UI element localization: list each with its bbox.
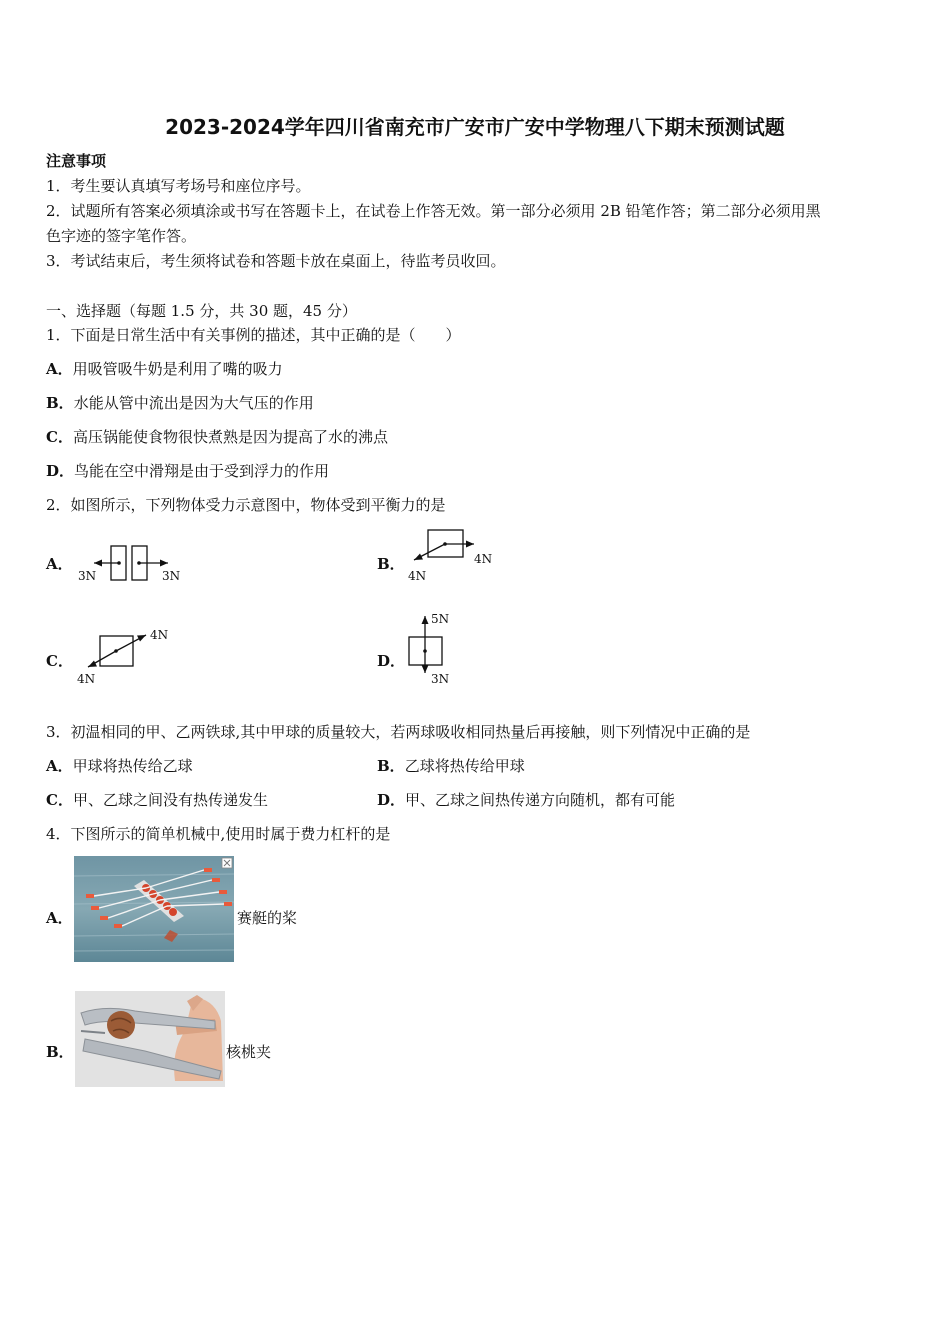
- q2-option-c-diagram: [72, 625, 182, 690]
- q4-option-b-label: B．: [46, 1043, 74, 1061]
- question-3-stem: 3．初温相同的甲、乙两铁球,其中甲球的质量较大，若两球吸收相同热量后再接触，则下列情况中正确的是: [46, 723, 751, 741]
- notice-item: 色字迹的签字笔作答。: [46, 227, 197, 245]
- option-text: 水能从管中流出是因为大气压的作用: [73, 394, 314, 412]
- question-4-stem: 4．下图所示的简单机械中,使用时属于费力杠杆的是: [46, 825, 391, 843]
- q1-option-b: [46, 392, 314, 414]
- option-label: A．: [46, 757, 73, 775]
- q2-option-a-diagram: [72, 538, 192, 588]
- option-label: B．: [377, 757, 405, 775]
- q1-option-c: [46, 426, 388, 448]
- option-label: C．: [46, 791, 73, 809]
- notice-heading: 注意事项: [46, 152, 107, 170]
- q1-option-a: [46, 358, 283, 380]
- option-text: 甲球将热传给乙球: [72, 757, 193, 775]
- page-title: 2023-2024学年四川省南充市广安市广安中学物理八下期末预测试题: [165, 115, 785, 139]
- rowing-boat-image: [74, 856, 234, 962]
- force-label: 3N: [162, 569, 181, 583]
- notice-item: 3．考试结束后，考生须将试卷和答题卡放在桌面上，待监考员收回。: [46, 252, 506, 270]
- notice-item: 2．试题所有答案必须填涂或书写在答题卡上，在试卷上作答无效。第一部分必须用 2B 铅笔作答；第二部分必须用黑: [46, 202, 821, 220]
- question-1-stem: 1．下面是日常生活中有关事例的描述，其中正确的是（ ）: [46, 326, 461, 344]
- force-label: 4N: [474, 552, 493, 566]
- q3-option-d: [377, 789, 675, 811]
- force-label: 3N: [431, 672, 450, 686]
- q4-option-a-label: A．: [46, 909, 73, 927]
- q3-option-b: [377, 755, 525, 777]
- q1-option-d: [46, 460, 329, 482]
- option-label: D．: [377, 791, 406, 809]
- option-label: B．: [46, 394, 74, 412]
- q2-option-a-label: A．: [46, 555, 73, 573]
- option-label: D．: [46, 462, 75, 480]
- q4-option-b-text: 核桃夹: [226, 1043, 272, 1061]
- question-2-stem: 2．如图所示，下列物体受力示意图中，物体受到平衡力的是: [46, 496, 446, 514]
- q3-option-c: [46, 789, 268, 811]
- option-text: 用吸管吸牛奶是利用了嘴的吸力: [72, 360, 283, 378]
- option-text: 甲、乙球之间没有热传递发生: [72, 791, 268, 809]
- force-label: 4N: [150, 628, 169, 642]
- q2-option-b-diagram: [400, 522, 510, 587]
- option-label: C．: [46, 428, 73, 446]
- option-text: 鸟能在空中滑翔是由于受到浮力的作用: [74, 462, 330, 480]
- option-label: A．: [46, 360, 73, 378]
- q3-option-a: [46, 755, 193, 777]
- force-label: 4N: [408, 569, 427, 583]
- q4-option-a-text: 赛艇的桨: [237, 909, 298, 927]
- notice-item: 1．考生要认真填写考场号和座位序号。: [46, 177, 311, 195]
- force-label: 3N: [78, 569, 97, 583]
- q2-option-d-label: D．: [377, 652, 406, 670]
- nutcracker-image: [75, 991, 225, 1087]
- q2-option-d-diagram: [400, 610, 470, 690]
- section-heading: 一、选择题（每题 1.5 分，共 30 题，45 分）: [46, 302, 357, 320]
- q2-option-b-label: B．: [377, 555, 405, 573]
- option-text: 高压锅能使食物很快煮熟是因为提高了水的沸点: [72, 428, 388, 446]
- option-text: 乙球将热传给甲球: [404, 757, 525, 775]
- force-label: 5N: [431, 612, 450, 626]
- option-text: 甲、乙球之间热传递方向随机，都有可能: [405, 791, 676, 809]
- force-label: 4N: [77, 672, 96, 686]
- q2-option-c-label: C．: [46, 652, 73, 670]
